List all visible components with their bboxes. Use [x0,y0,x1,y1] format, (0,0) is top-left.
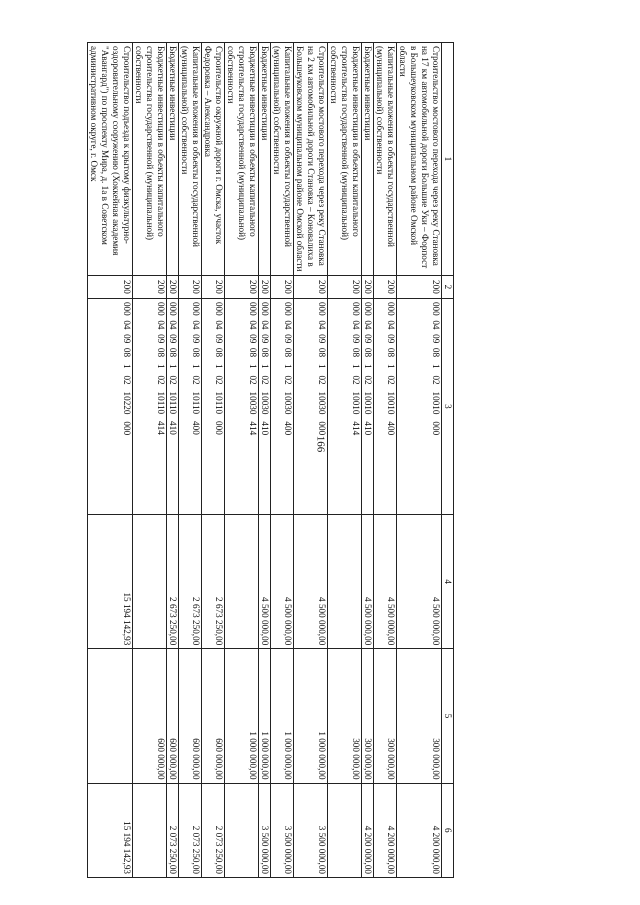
table-row [88,43,133,878]
row-value-5: 1 000 000,00 [294,649,328,783]
table-row [328,43,362,878]
row-col2: 200 [271,275,294,298]
row-col2: 200 [179,275,202,298]
header-cell: 1 [442,43,454,276]
row-col2: 200 [133,275,167,298]
row-value-5: 1 000 000,00 [259,649,271,783]
row-name: Строительство подъезда к крытому физкультурно-оздоровительному сооружению (Хоккейная академия "Авангард") по проспекту Мира, д. 1а в Советском административном округе, г. Омск [88,43,133,276]
row-value-6: 3 500 000,00 [294,783,328,877]
row-value-5: 600 000,00 [167,649,179,783]
row-code: 000 04 09 08 1 02 10220 000 [88,298,133,514]
row-code: 000 04 09 08 1 02 10030 410 [259,298,271,514]
table-row [294,43,328,878]
row-name: Бюджетные инвестиции [362,43,374,276]
row-value-6: 2 073 250,00 [179,783,202,877]
row-col2: 200 [88,275,133,298]
row-value-4: 4 500 000,00 [362,515,374,649]
document-page [68,42,454,878]
row-value-4: 2 673 250,00 [167,515,179,649]
header-cell: 5 [442,649,454,783]
row-value-6: 2 073 250,00 [167,783,179,877]
row-value-5: 600 000,00 [179,649,202,783]
row-value-5: 300 000,00 [362,649,374,783]
row-value-5: 600 000,00 [202,649,225,783]
row-value-5 [88,649,133,783]
row-value-5: 300 000,00 [374,649,397,783]
row-code: 000 04 09 08 1 02 10110 410 [167,298,179,514]
row-value-5: 300 000,00 [397,649,442,783]
row-code: 000 04 09 08 1 02 10030 414 [225,298,259,514]
row-name: Бюджетные инвестиции в объекты капитального строительства государственной (муниципальной) собственности [225,43,259,276]
row-col2: 200 [397,275,442,298]
row-name: Строительство мостового перехода через реку Становка на 2 км автомобильной дороги Становка – Коновалиха в Большеуковском муниципальном районе Омской области [294,43,328,276]
row-code: 000 04 09 08 1 02 10010 414 [328,298,362,514]
table-row [225,43,259,878]
row-value-5: 300 000,00 [328,649,362,783]
row-col2: 200 [259,275,271,298]
row-code: 000 04 09 08 1 02 10010 400 [374,298,397,514]
row-code: 000 04 09 08 1 02 10010 410 [362,298,374,514]
page-number: 166 [314,435,327,453]
row-col2: 200 [294,275,328,298]
row-value-6: 2 073 250,00 [202,783,225,877]
row-value-6: 4 200 000,00 [374,783,397,877]
row-code: 000 04 09 08 1 02 10010 000 [397,298,442,514]
row-col2: 200 [374,275,397,298]
row-value-6: 3 500 000,00 [259,783,271,877]
row-value-6: 4 200 000,00 [397,783,442,877]
row-value-4 [133,515,167,649]
table-row [374,43,397,878]
row-value-4: 4 500 000,00 [271,515,294,649]
table-row [259,43,271,878]
row-value-5: 600 000,00 [133,649,167,783]
row-col2: 200 [225,275,259,298]
row-name: Капитальные вложения в объекты государственной (муниципальной) собственности [271,43,294,276]
table-row [179,43,202,878]
row-code: 000 04 09 08 1 02 10030 000 [294,298,328,514]
row-value-4: 4 500 000,00 [397,515,442,649]
budget-table [87,42,454,878]
row-value-4: 2 673 250,00 [202,515,225,649]
table-row [202,43,225,878]
row-value-4: 4 500 000,00 [259,515,271,649]
row-col2: 200 [328,275,362,298]
row-value-6: 3 500 000,00 [271,783,294,877]
row-value-4: 4 500 000,00 [374,515,397,649]
row-code: 000 04 09 08 1 02 10110 400 [179,298,202,514]
header-cell: 3 [442,298,454,514]
row-value-6 [133,783,167,877]
row-name: Бюджетные инвестиции [167,43,179,276]
row-value-4: 4 500 000,00 [294,515,328,649]
row-value-6: 4 200 000,00 [362,783,374,877]
row-name: Строительство окружной дороги г. Омска, участок Федоровка – Александровка [202,43,225,276]
rotated-table-container [68,42,454,878]
header-row [442,43,454,878]
row-name: Капитальные вложения в объекты государственной (муниципальной) собственности [179,43,202,276]
row-name: Бюджетные инвестиции в объекты капитального строительства государственной (муниципальной) собственности [328,43,362,276]
row-col2: 200 [362,275,374,298]
row-value-5: 1 000 000,00 [271,649,294,783]
row-value-5: 1 000 000,00 [225,649,259,783]
row-value-6: 15 194 142,93 [88,783,133,877]
row-value-4 [225,515,259,649]
row-value-4: 2 673 250,00 [179,515,202,649]
table-row [397,43,442,878]
row-name: Строительство мостового перехода через реку Становка на 17 км автомобильной дороги Большие Уки – Форпост в Большеуковском муниципальном районе Омской области [397,43,442,276]
row-value-4 [328,515,362,649]
row-code: 000 04 09 08 1 02 10110 000 [202,298,225,514]
table-row [133,43,167,878]
row-col2: 200 [167,275,179,298]
header-cell: 4 [442,515,454,649]
header-cell: 2 [442,275,454,298]
row-value-6 [328,783,362,877]
row-col2: 200 [202,275,225,298]
row-value-4: 15 194 142,93 [88,515,133,649]
table-row [362,43,374,878]
row-code: 000 04 09 08 1 02 10110 414 [133,298,167,514]
row-name: Бюджетные инвестиции в объекты капитального строительства государственной (муниципальной) собственности [133,43,167,276]
row-code: 000 04 09 08 1 02 10030 400 [271,298,294,514]
table-row [167,43,179,878]
row-name: Капитальные вложения в объекты государственной (муниципальной) собственности [374,43,397,276]
header-cell: 6 [442,783,454,877]
row-name: Бюджетные инвестиции [259,43,271,276]
row-value-6 [225,783,259,877]
table-row [271,43,294,878]
